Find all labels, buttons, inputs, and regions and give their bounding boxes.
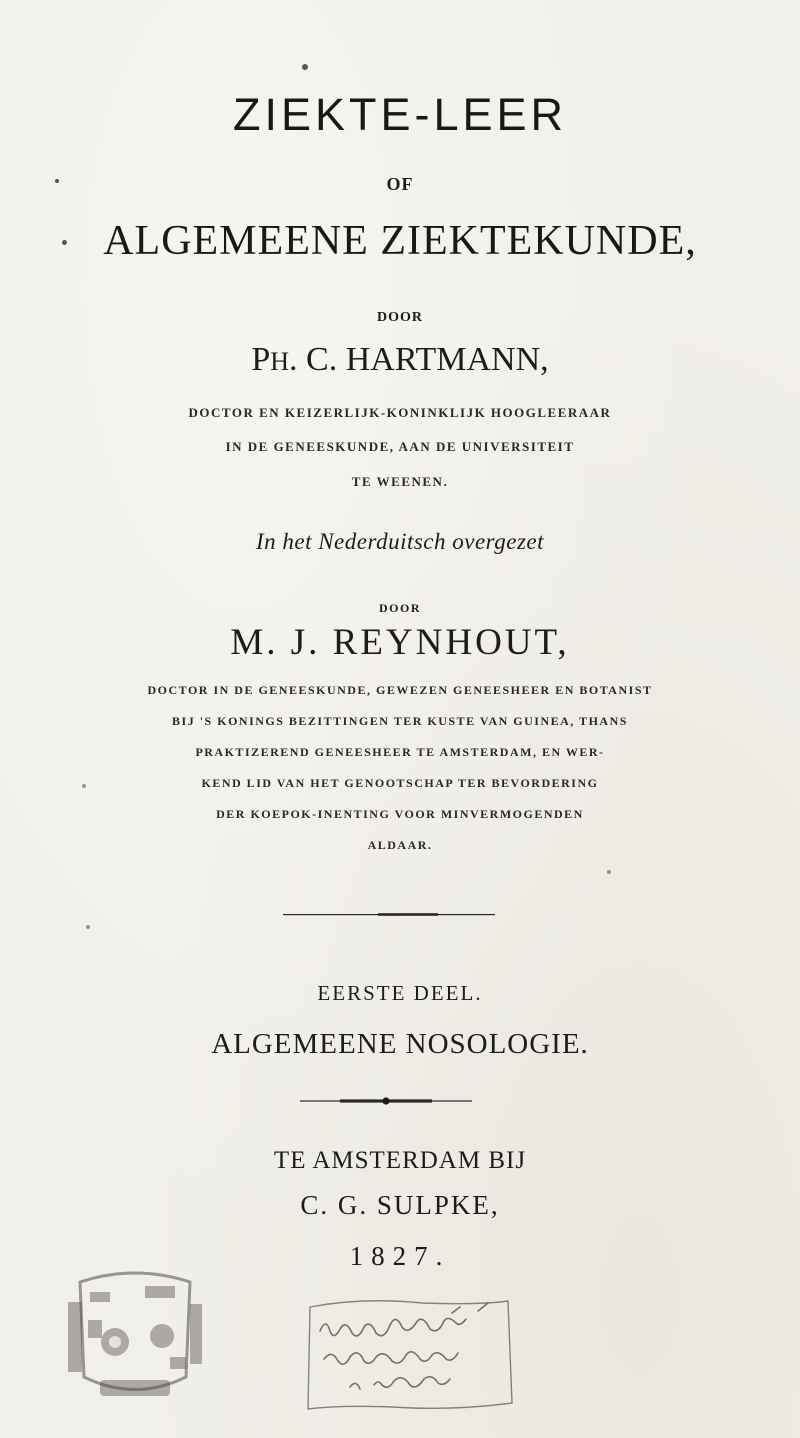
author-name-rest: . C. HARTMANN, — [289, 341, 549, 378]
translator-credential-line: PRAKTIZEREND GENEESHEER TE AMSTERDAM, EN WER- — [195, 745, 605, 759]
author-name — [0, 343, 800, 377]
ink-speck — [302, 64, 308, 70]
author-affiliation-line: DOCTOR EN KEIZERLIJK-KONINKLIJK HOOGLEERAAR — [188, 405, 612, 420]
ink-speck — [607, 870, 611, 874]
translator-credential-line: DER KOEPOK-INENTING VOOR MINVERMOGENDEN — [216, 807, 584, 821]
translator-credential-line: ALDAAR. — [367, 838, 433, 852]
imprint-year: 1827. — [349, 1241, 451, 1271]
author-name-prefix: P — [251, 341, 271, 378]
translator-by-label: DOOR — [379, 601, 421, 615]
ink-speck — [86, 925, 90, 929]
translator-credential-line: DOCTOR IN DE GENEESKUNDE, GEWEZEN GENEESHEER EN BOTANIST — [147, 683, 653, 697]
imprint-publisher: C. G. SULPKE, — [300, 1190, 500, 1220]
translation-note: In het Nederduitsch overgezet — [255, 529, 545, 554]
volume-label: EERSTE DEEL. — [317, 981, 483, 1005]
subtitle: ALGEMEENE ZIEKTEKUNDE, — [103, 218, 697, 264]
ornamental-rule — [300, 1097, 472, 1105]
translator-name: M. J. REYNHOUT, — [230, 622, 570, 663]
translator-credential-line: KEND LID VAN HET GENOOTSCHAP TER BEVORDERING — [201, 776, 599, 790]
translator-credential-line: BIJ 'S KONINGS BEZITTINGEN TER KUSTE VAN GUINEA, THANS — [172, 714, 628, 728]
library-stamp-icon — [60, 1262, 210, 1407]
imprint-place: TE AMSTERDAM BIJ — [273, 1147, 527, 1174]
decorative-rule — [283, 913, 495, 916]
author-name-prefix-small: H — [270, 347, 290, 376]
volume-subtitle: ALGEMEENE NOSOLOGIE. — [211, 1028, 589, 1060]
title-connector: OF — [386, 174, 414, 194]
author-affiliation-line: IN DE GENEESKUNDE, AAN DE UNIVERSITEIT — [225, 439, 575, 454]
main-title: ZIEKTE-LEER — [232, 89, 568, 140]
author-by-label: DOOR — [377, 310, 423, 325]
handwritten-signature-icon — [302, 1295, 517, 1413]
author-affiliation-line: TE WEENEN. — [351, 474, 449, 489]
